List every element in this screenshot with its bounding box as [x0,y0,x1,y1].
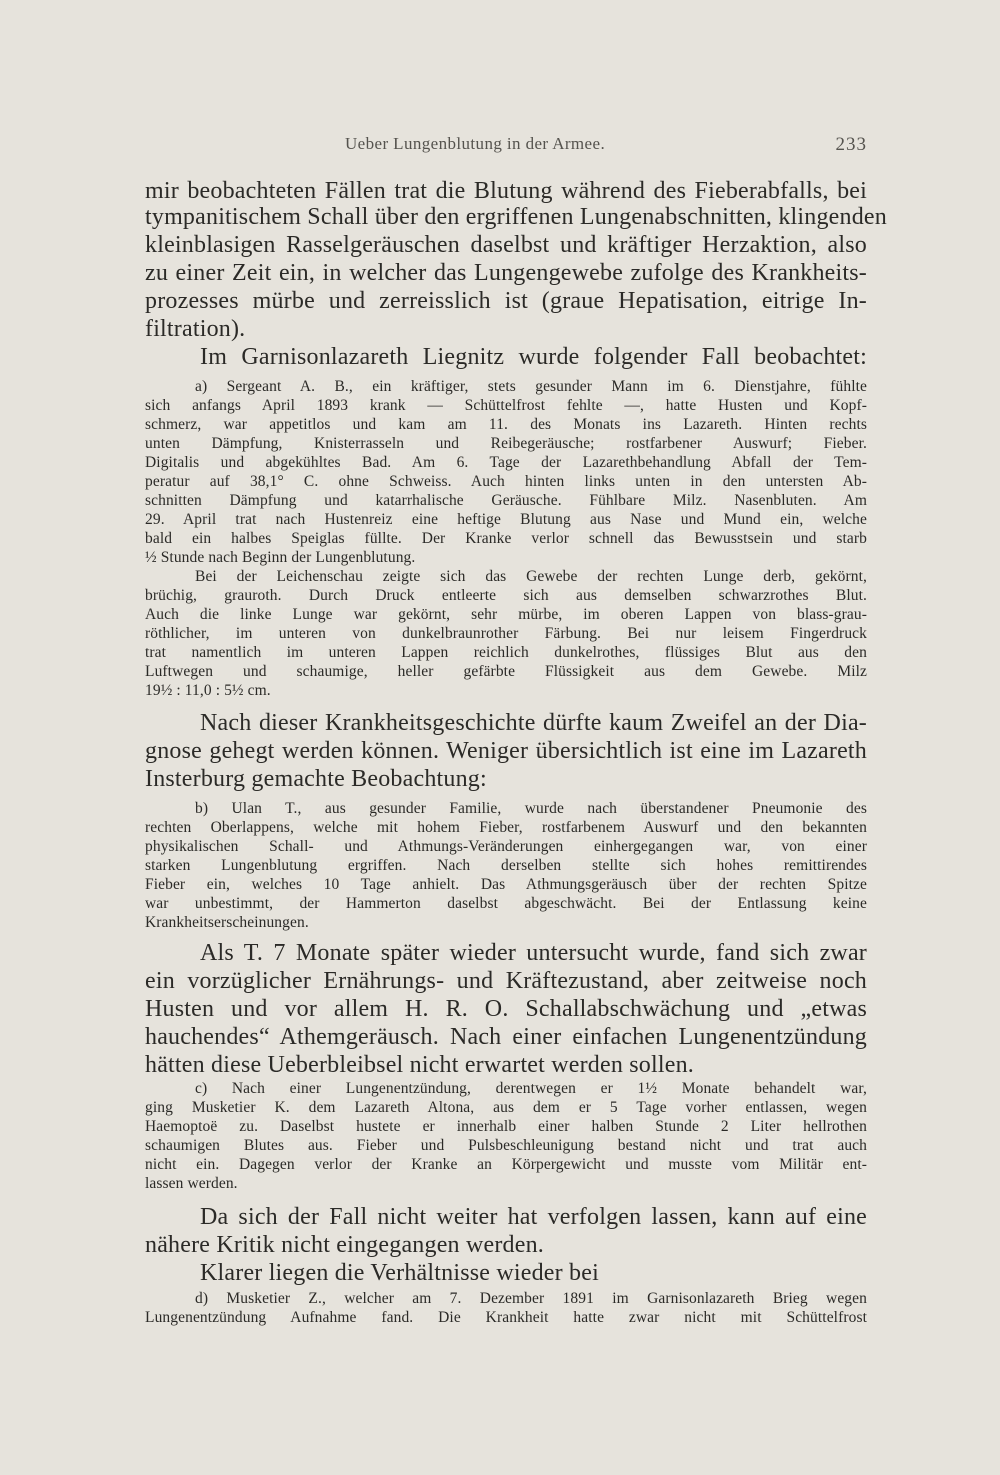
text-line: prozesses mürbe und zerreisslich ist (graue Hepatisation, eitrige In- [145,288,867,314]
text-line: Als T. 7 Monate später wieder untersucht wurde, fand sich zwar [200,940,867,966]
text-line: Husten und vor allem H. R. O. Schallabschwächung und „etwas [145,996,867,1022]
text-line: gnose gehegt werden können. Weniger übersichtlich ist eine im Lazareth [145,738,867,764]
text-line: peratur auf 38,1° C. ohne Schweiss. Auch hinten links unten in den untersten Ab- [145,473,867,490]
text-line: ein vorzüglicher Ernährungs- und Kräftezustand, aber zeitweise noch [145,968,867,994]
text-line: Lungenentzündung Aufnahme fand. Die Krankheit hatte zwar nicht mit Schüttelfrost [145,1309,867,1326]
text-line: kleinblasigen Rasselgeräuschen daselbst und kräftiger Herzaktion, also [145,232,867,258]
text-line: Insterburg gemachte Beobachtung: [145,766,487,792]
text-line: unten Dämpfung, Knisterrasseln und Reibegeräusche; rostfarbener Auswurf; Fieber. [145,435,867,452]
text-line: b) Ulan T., aus gesunder Familie, wurde nach überstandener Pneumonie des [195,800,867,817]
text-line: a) Sergeant A. B., ein kräftiger, stets gesunder Mann im 6. Dienstjahre, fühlte [195,378,867,395]
text-line: trat namentlich im unteren Lappen reichlich dunkelrothes, flüssiges Blut aus den [145,644,867,661]
text-line: röthlicher, im unteren von dunkelbraunrother Färbung. Bei nur leisem Fingerdruck [145,625,867,642]
text-line: Klarer liegen die Verhältnisse wieder bei [200,1260,599,1286]
text-line: schaumigen Blutes aus. Fieber und Pulsbeschleunigung bestand nicht und trat auch [145,1137,867,1154]
text-line: Da sich der Fall nicht weiter hat verfolgen lassen, kann auf eine [200,1204,867,1230]
text-line: Im Garnisonlazareth Liegnitz wurde folgender Fall beobachtet: [200,344,867,370]
text-line: Auch die linke Lunge war gekörnt, sehr mürbe, im oberen Lappen von blass-grau- [145,606,867,623]
text-line: zu einer Zeit ein, in welcher das Lungengewebe zufolge des Krankheits- [145,260,867,286]
text-line: ½ Stunde nach Beginn der Lungenblutung. [145,549,416,566]
text-line: 19½ : 11,0 : 5½ cm. [145,682,271,699]
text-line: c) Nach einer Lungenentzündung, derentwegen er 1½ Monate behandelt war, [195,1080,867,1097]
text-line: ging Musketier K. dem Lazareth Altona, aus dem er 5 Tage vorher entlassen, wegen [145,1099,867,1116]
page-number: 233 [835,134,867,155]
text-line: Luftwegen und schaumige, heller gefärbte Flüssigkeit aus dem Gewebe. Milz [145,663,867,680]
text-line: tympanitischem Schall über den ergriffenen Lungenabschnitten, klingenden [145,204,887,230]
text-line: bald ein halbes Speiglas füllte. Der Kranke verlor schnell das Bewusstsein und starb [145,530,867,547]
text-line: lassen werden. [145,1175,238,1192]
text-line: Digitalis und abgekühltes Bad. Am 6. Tage der Lazarethbehandlung Abfall der Tem- [145,454,867,471]
text-line: nähere Kritik nicht eingegangen werden. [145,1232,544,1258]
text-line: hätten diese Ueberbleibsel nicht erwartet werden sollen. [145,1052,694,1078]
text-line: Nach dieser Krankheitsgeschichte dürfte kaum Zweifel an der Dia- [200,710,867,736]
text-line: starken Lungenblutung ergriffen. Nach derselben stellte sich hohes remittirendes [145,857,867,874]
text-line: d) Musketier Z., welcher am 7. Dezember 1891 im Garnisonlazareth Brieg wegen [195,1290,867,1307]
text-line: 29. April trat nach Hustenreiz eine heftige Blutung aus Nase und Mund ein, welche [145,511,867,528]
text-line: schmerz, war appetitlos und kam am 11. des Monats ins Lazareth. Hinten rechts [145,416,867,433]
text-line: Bei der Leichenschau zeigte sich das Gewebe der rechten Lunge derb, gekörnt, [195,568,867,585]
text-line: hauchendes“ Athemgeräusch. Nach einer einfachen Lungenentzündung [145,1024,867,1050]
text-line: brüchig, grauroth. Durch Druck entleerte sich aus demselben schwarzrothes Blut. [145,587,867,604]
text-line: filtration). [145,316,246,342]
text-line: Krankheitserscheinungen. [145,914,309,931]
text-line: Haemoptoë zu. Daselbst hustete er innerhalb einer halben Stunde 2 Liter hellrothen [145,1118,867,1135]
text-line: Fieber ein, welches 10 Tage anhielt. Das Athmungsgeräusch über der rechten Spitze [145,876,867,893]
running-head: Ueber Lungenblutung in der Armee. [345,134,606,153]
text-line: nicht ein. Dagegen verlor der Kranke an Körpergewicht und musste vom Militär ent- [145,1156,867,1173]
text-line: war unbestimmt, der Hammerton daselbst abgeschwächt. Bei der Entlassung keine [145,895,867,912]
text-line: sich anfangs April 1893 krank — Schüttelfrost fehlte —, hatte Husten und Kopf- [145,397,867,414]
page-header [145,134,867,156]
text-line: rechten Oberlappens, welche mit hohem Fieber, rostfarbenem Auswurf und den bekannten [145,819,867,836]
text-line: physikalischen Schall- und Athmungs-Veränderungen einhergegangen war, von einer [145,838,867,855]
text-line: mir beobachteten Fällen trat die Blutung während des Fieberabfalls, bei [145,178,867,204]
text-line: schnitten Dämpfung und katarrhalische Geräusche. Fühlbare Milz. Nasenbluten. Am [145,492,867,509]
